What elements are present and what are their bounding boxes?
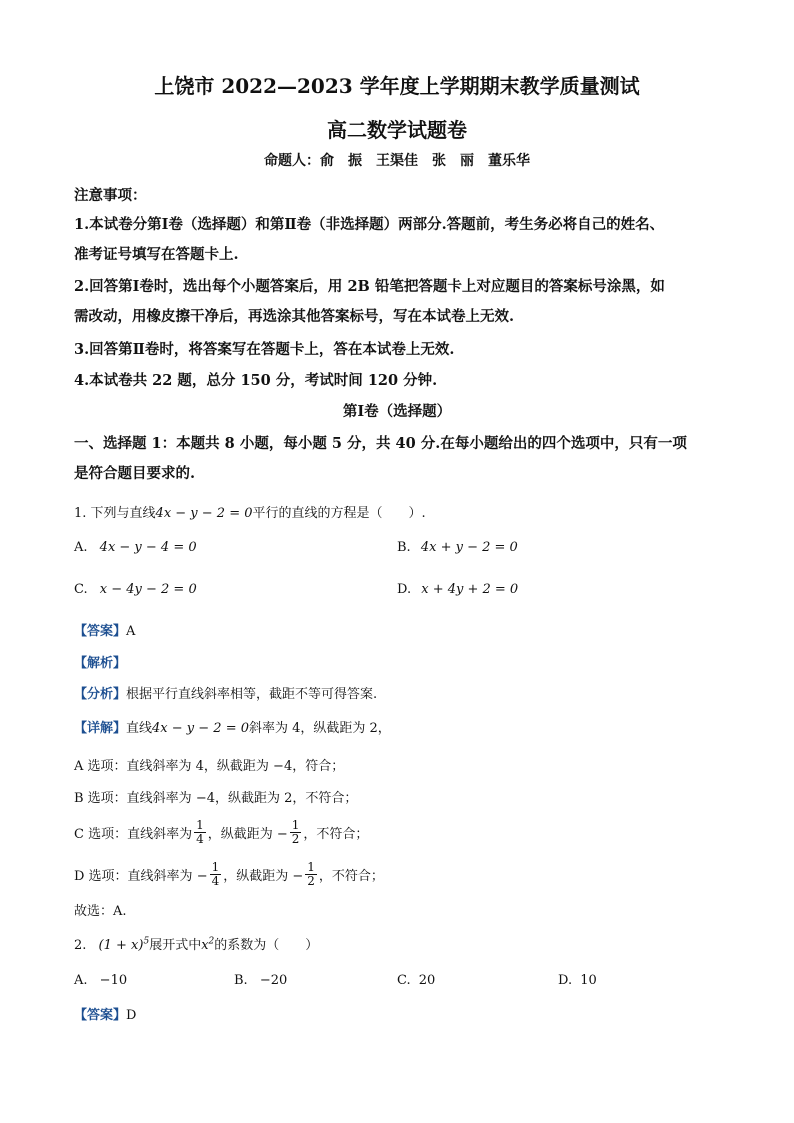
fraction: [290, 819, 302, 846]
fraction-numerator: 1: [307, 859, 315, 874]
fraction: [194, 819, 206, 846]
option-value: x − 4y − 2 = 0: [99, 582, 197, 597]
option-label: A.: [74, 540, 88, 555]
line-c-text: C 选项：直线斜率为: [74, 826, 193, 842]
fraction-denominator: 4: [196, 831, 204, 846]
q1-answer: [74, 620, 135, 639]
q1-conclusion: 故选：A.: [74, 904, 127, 919]
fraction-denominator: 4: [211, 873, 220, 888]
fraction-denominator: 2: [291, 831, 300, 846]
option-label: D.: [558, 973, 573, 988]
fraction-numerator: 1: [291, 817, 300, 832]
question-2-suffix: 的系数为（ ）: [214, 938, 319, 953]
notice-item-4: 4.本试卷共 22 题，总分 150 分，考试时间 120 分钟.: [74, 372, 438, 389]
xiangjie-text: 直线: [126, 721, 153, 736]
notice-item-1-cont: 准考证号填写在答题卡上.: [74, 246, 239, 263]
q1-option-c: [74, 582, 197, 597]
question-2-prefix: 2.: [74, 938, 87, 953]
analysis-tag: 【解析】: [74, 656, 127, 671]
answer-value: A: [126, 624, 136, 639]
question-1-equation: 4x − y − 2 = 0: [155, 506, 253, 521]
line-c-text-3: ，不符合；: [303, 826, 369, 842]
fenxi-tag: 【分析】: [74, 687, 127, 702]
answer-value: D: [126, 1008, 137, 1023]
xiangjie-text-2: 斜率为 4，纵截距为 2，: [249, 721, 391, 736]
section-title: 第Ⅰ卷（选择题）: [342, 403, 452, 420]
q1-line-d: [74, 854, 384, 894]
expression-exponent: 5: [143, 936, 150, 947]
option-value: x + 4y + 2 = 0: [421, 582, 519, 597]
q1-line-a: A 选项：直线斜率为 4，纵截距为 −4，符合；: [74, 759, 345, 774]
option-value: 4x − y − 4 = 0: [99, 540, 197, 555]
q1-line-b: B 选项：直线斜率为 −4，纵截距为 2，不符合；: [74, 791, 358, 806]
fraction: [305, 861, 317, 888]
fraction-denominator: 2: [307, 873, 315, 888]
question-2-expression: [99, 938, 150, 953]
variable-exponent: 2: [208, 936, 215, 947]
option-value: −10: [99, 973, 128, 988]
authors-line: 命题人：俞 振 王渠佳 张 丽 董乐华: [264, 153, 530, 169]
page-title: 上饶市 2022—2023 学年度上学期期末教学质量测试: [154, 74, 640, 98]
answer-tag: 【答案】: [74, 1008, 127, 1023]
q1-analysis: [74, 652, 126, 671]
notice-item-3: 3.回答第Ⅱ卷时，将答案写在答题卡上，答在本试卷上无效.: [74, 341, 455, 358]
q1-fenxi: [74, 683, 377, 702]
q1-line-c: [74, 812, 368, 852]
option-label: B.: [234, 973, 248, 988]
q2-option-d: [558, 973, 597, 988]
line-d-text-3: ，不符合；: [318, 868, 384, 884]
section-intro: 一、选择题 1：本题共 8 小题，每小题 5 分，共 40 分.在每小题给出的四个选项中，只有一项: [74, 435, 687, 452]
option-label: B.: [397, 540, 411, 555]
answer-tag: 【答案】: [74, 624, 127, 639]
question-1-prefix: 1. 下列与直线: [74, 506, 156, 521]
option-value: 20: [418, 973, 436, 988]
fenxi-text: 根据平行直线斜率相等，截距不等可得答案.: [126, 687, 378, 702]
q2-option-a: [74, 973, 127, 988]
q1-option-b: [397, 540, 518, 555]
page-subtitle: 高二数学试题卷: [327, 118, 467, 142]
variable: x: [201, 938, 209, 953]
notice-item-2: 2.回答第Ⅰ卷时，选出每个小题答案后，用 2B 铅笔把答题卡上对应题目的答案标号涂黑，如: [74, 278, 665, 295]
xiangjie-tag: 【详解】: [74, 721, 127, 736]
question-2-variable: [201, 938, 214, 953]
fraction-numerator: 1: [211, 859, 220, 874]
line-d-text: D 选项：直线斜率为 −: [74, 868, 208, 884]
option-label: C.: [397, 973, 411, 988]
q2-option-b: [234, 973, 287, 988]
notice-item-1: 1.本试卷分第Ⅰ卷（选择题）和第Ⅱ卷（非选择题）两部分.答题前，考生务必将自己的姓名、: [74, 216, 665, 233]
expression-base: (1 + x): [98, 938, 144, 953]
option-value: 10: [580, 973, 597, 988]
q2-answer: [74, 1004, 136, 1023]
question-1: [74, 502, 426, 521]
question-1-suffix: 平行的直线的方程是（ ）.: [252, 506, 426, 521]
q1-xiangjie: [74, 717, 391, 736]
line-d-text-2: ，纵截距为 −: [223, 868, 304, 884]
q1-option-a: [74, 540, 197, 555]
fraction-numerator: 1: [196, 817, 204, 832]
section-intro-cont: 是符合题目要求的.: [74, 465, 196, 482]
notice-heading: 注意事项：: [74, 187, 147, 204]
fraction: [210, 861, 222, 888]
xiangjie-equation: 4x − y − 2 = 0: [152, 721, 249, 736]
option-value: −20: [259, 973, 288, 988]
question-2: [74, 934, 318, 953]
question-2-mid: 展开式中: [149, 938, 202, 953]
line-c-text-2: ，纵截距为 −: [207, 826, 288, 842]
q1-option-d: [397, 582, 518, 597]
q2-option-c: [397, 973, 435, 988]
option-label: A.: [74, 973, 88, 988]
option-label: D.: [397, 582, 412, 597]
option-label: C.: [74, 582, 88, 597]
notice-item-2-cont: 需改动，用橡皮擦干净后，再选涂其他答案标号，写在本试卷上无效.: [74, 308, 515, 325]
option-value: 4x + y − 2 = 0: [420, 540, 518, 555]
